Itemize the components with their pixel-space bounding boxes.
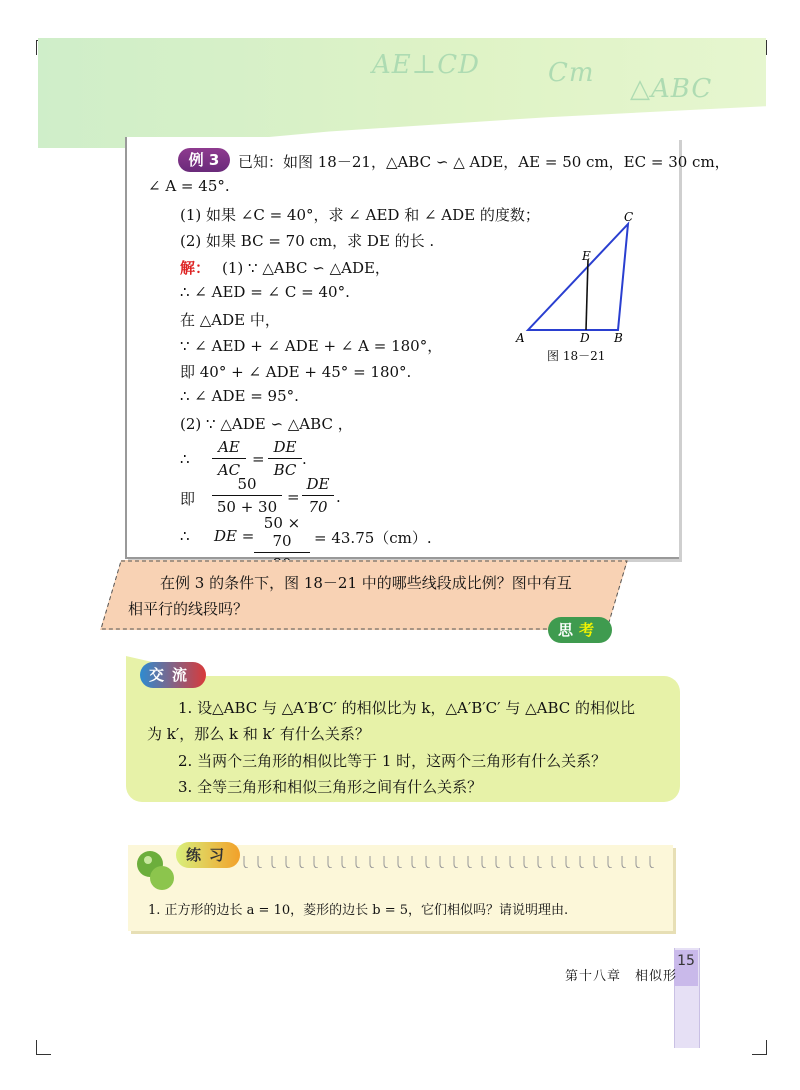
fraction-numerator: AE bbox=[218, 438, 240, 456]
communicate-tag-char: 流 bbox=[172, 666, 188, 684]
solution-line: ∴ ∠ AED = ∠ C = 40°. bbox=[180, 283, 350, 301]
label-d: D bbox=[580, 331, 590, 345]
practice-tag-char: 练 bbox=[186, 846, 202, 864]
fraction-denominator: 50 + 30 bbox=[216, 498, 278, 516]
think-box bbox=[100, 560, 628, 630]
fraction-denominator: BC bbox=[273, 461, 297, 479]
result: = 43.75（cm）. bbox=[314, 529, 432, 547]
therefore-symbol: ∴ bbox=[180, 527, 190, 545]
communicate-item: 为 k′，那么 k 和 k′ 有什么关系？ bbox=[147, 725, 370, 743]
think-text: 在例 3 的条件下，图 18－21 中的哪些线段成比例？图中有互 bbox=[160, 574, 572, 592]
label-a: A bbox=[516, 331, 525, 345]
fraction-numerator: DE bbox=[273, 438, 297, 456]
period: . bbox=[336, 488, 341, 506]
figure-caption: 图 18－21 bbox=[547, 349, 606, 363]
crop-mark-bottom-left bbox=[36, 1040, 51, 1055]
triangle-figure bbox=[510, 210, 660, 350]
solution-line: (2) ∵ △ADE ∽ △ABC ， bbox=[180, 415, 353, 433]
fraction-50-80 bbox=[212, 475, 282, 516]
ji-label: 即 bbox=[180, 490, 196, 508]
fraction-denominator: 70 bbox=[308, 498, 328, 516]
de-equals: DE = bbox=[214, 527, 255, 545]
think-text: 相平行的线段吗？ bbox=[128, 600, 249, 618]
period: . bbox=[302, 450, 307, 468]
header-handwriting: △ABC bbox=[630, 74, 713, 104]
fraction-denominator: AC bbox=[217, 461, 241, 479]
question-2: (2) 如果 BC = 70 cm，求 DE 的长 . bbox=[180, 232, 435, 250]
communicate-item: 3. 全等三角形和相似三角形之间有什么关系？ bbox=[178, 778, 483, 796]
fraction-numerator: DE bbox=[306, 475, 330, 493]
communicate-tag bbox=[140, 662, 206, 688]
example-line: ∠ A = 45°. bbox=[148, 177, 230, 195]
practice-item: 1. 正方形的边长 a = 10，菱形的边长 b = 5，它们相似吗？请说明理由. bbox=[148, 903, 569, 918]
solution-line: ∵ ∠ AED + ∠ ADE + ∠ A = 180°， bbox=[180, 337, 443, 355]
triangle-abc bbox=[528, 224, 628, 330]
fraction-numerator: 50 bbox=[237, 475, 257, 493]
notebook-rings bbox=[240, 854, 660, 868]
solution-line: 即 40° + ∠ ADE + 45° = 180°. bbox=[180, 363, 412, 381]
fraction-numerator: 50 × 70 bbox=[263, 514, 301, 550]
header-handwriting: AE⊥CD bbox=[372, 50, 480, 80]
communicate-item: 2. 当两个三角形的相似比等于 1 时，这两个三角形有什么关系？ bbox=[178, 752, 607, 770]
label-e: E bbox=[582, 249, 591, 263]
example-line: 已知：如图 18－21，△ABC ∽ △ ADE，AE = 50 cm，EC = 30 cm， bbox=[238, 153, 730, 171]
fraction-bar bbox=[302, 495, 334, 496]
solution-line: (1) ∵ △ABC ∽ △ADE， bbox=[222, 259, 390, 277]
solution-line: 在 △ADE 中， bbox=[180, 311, 280, 329]
equals-sign: = bbox=[252, 450, 265, 468]
practice-tag bbox=[176, 842, 240, 868]
page-number: 15 bbox=[674, 950, 698, 986]
header-handwriting: Cm bbox=[548, 58, 595, 88]
communicate-tag-char: 交 bbox=[149, 666, 165, 684]
solution-label: 解： bbox=[180, 259, 211, 277]
label-b: B bbox=[614, 331, 623, 345]
crop-mark-bottom-right bbox=[752, 1040, 767, 1055]
think-tag-char: 考 bbox=[579, 621, 595, 639]
question-1: (1) 如果 ∠C = 40°，求 ∠ AED 和 ∠ ADE 的度数； bbox=[180, 206, 540, 224]
chapter-title: 第十八章 相似形 bbox=[565, 969, 678, 984]
equals-sign: = bbox=[287, 488, 300, 506]
segment-de bbox=[586, 260, 588, 330]
practice-tag-char: 习 bbox=[209, 846, 225, 864]
fraction-de-bc bbox=[268, 438, 302, 479]
example-badge: 例 3 bbox=[178, 148, 230, 172]
think-border bbox=[100, 560, 628, 630]
fraction-bar bbox=[254, 552, 310, 553]
solution-line: ∴ ∠ ADE = 95°. bbox=[180, 387, 299, 405]
communicate-item: 1. 设△ABC 与 △A′B′C′ 的相似比为 k，△A′B′C′ 与 △ABC 的相似比 bbox=[178, 699, 636, 717]
fraction-de-70 bbox=[302, 475, 334, 516]
fraction-ae-ac bbox=[212, 438, 246, 479]
fraction-bar bbox=[212, 458, 246, 459]
fraction-bar bbox=[268, 458, 302, 459]
think-tag bbox=[548, 617, 612, 643]
think-tag-char: 思 bbox=[558, 621, 574, 639]
fraction-bar bbox=[212, 495, 282, 496]
label-c: C bbox=[624, 210, 634, 224]
therefore-symbol: ∴ bbox=[180, 450, 190, 468]
